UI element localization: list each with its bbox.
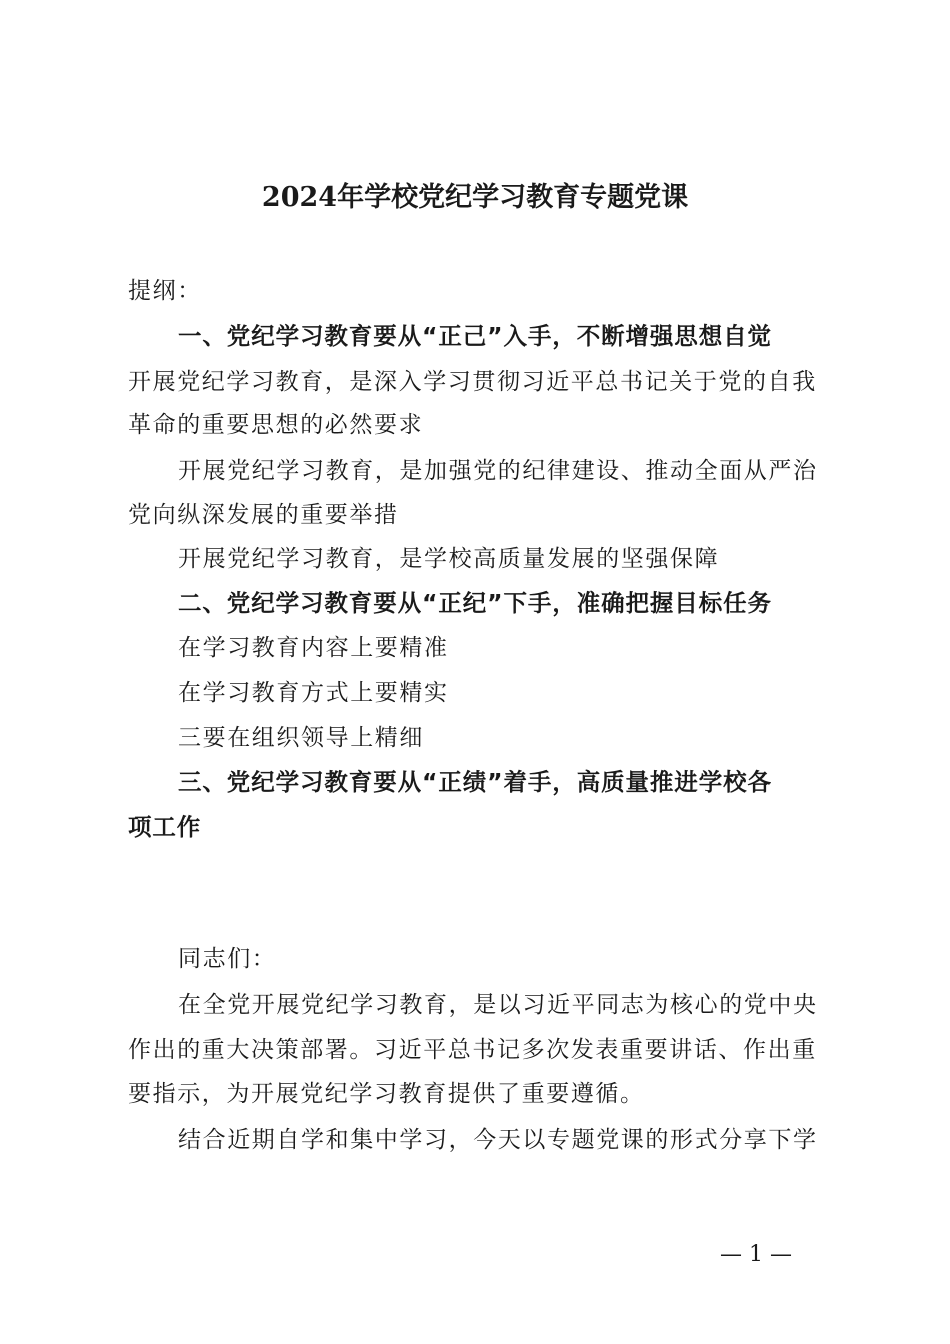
section-2-heading: 二、党纪学习教育要从“正纪”下手，准确把握目标任务: [178, 589, 772, 617]
document-title: 2024年学校党纪学习教育专题党课: [261, 182, 689, 213]
section-2-item-2: 在学习教育方式上要精实: [178, 680, 449, 706]
paragraph-1-line-3: 要指示，为开展党纪学习教育提供了重要遵循。: [128, 1081, 645, 1107]
section-3-heading-line-1: 三、党纪学习教育要从“正绩”着手，高质量推进学校各: [178, 768, 772, 796]
page-number: — 1 —: [720, 1242, 792, 1267]
paragraph-2-line-1: 结合近期自学和集中学习，今天以专题党课的形式分享下学: [178, 1127, 818, 1153]
section-2-item-1: 在学习教育内容上要精准: [178, 635, 449, 661]
section-1-item-2-line-1: 开展党纪学习教育，是加强党的纪律建设、推动全面从严治: [178, 458, 818, 484]
section-1-item-1-line-1: 开展党纪学习教育，是深入学习贯彻习近平总书记关于党的自我: [128, 369, 817, 395]
section-2-item-3: 三要在组织领导上精细: [178, 725, 424, 751]
section-1-item-2-line-2: 党向纵深发展的重要举措: [128, 502, 399, 528]
paragraph-1-line-2: 作出的重大决策部署。习近平总书记多次发表重要讲话、作出重: [128, 1037, 817, 1063]
salutation: 同志们：: [178, 946, 277, 972]
paragraph-1-line-1: 在全党开展党纪学习教育，是以习近平同志为核心的党中央: [178, 992, 818, 1018]
section-1-heading: 一、党纪学习教育要从“正己”入手，不断增强思想自觉: [178, 322, 772, 350]
section-1-item-3: 开展党纪学习教育，是学校高质量发展的坚强保障: [178, 546, 720, 572]
outline-label: 提纲：: [128, 278, 202, 304]
section-1-item-1-line-2: 革命的重要思想的必然要求: [128, 412, 424, 438]
section-3-heading-line-2: 项工作: [128, 813, 202, 841]
